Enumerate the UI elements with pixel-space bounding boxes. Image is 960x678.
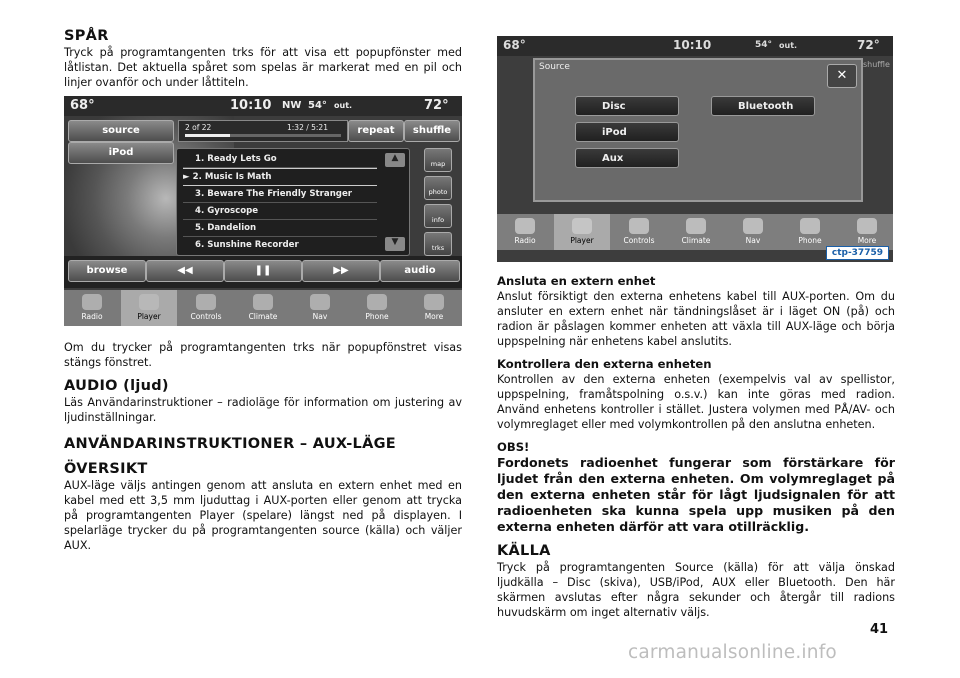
shuffle-button[interactable]: shuffle [404,120,460,142]
plus-icon [857,218,877,234]
source-screenshot [497,36,893,262]
photo-button[interactable]: photo [424,176,452,200]
controls-icon [196,294,216,310]
outside-temp: 54° [308,100,327,111]
track-item-current[interactable]: ► 2. Music Is Math [183,168,377,186]
overview-text: AUX-läge väljs antingen genom att ansluta en extern enhet med en kabel med ett 3,5 mm ljuduttag i AUX-porten eller genom att trycka på programtangenten Player (spelare) längst ned på displayen. I spelarläge trycker du på programtangenten source (källa) och väljer AUX. [64,479,462,552]
compass-icon [310,294,330,310]
nav-climate[interactable]: Climate [668,214,724,250]
nav-player[interactable]: Player [554,214,610,250]
connect-heading: Ansluta en extern enhet [497,274,656,288]
aux-button[interactable]: Aux [575,148,679,168]
source-popup [533,58,863,202]
bottom-nav [497,214,893,250]
obs-label: OBS! [497,440,530,454]
page-number: 41 [870,622,889,637]
compass: NW [282,100,302,111]
nav-nav[interactable]: Nav [725,214,781,250]
player-icon [572,218,592,234]
temp-left: 68° [503,38,526,52]
controls-icon [629,218,649,234]
track-count: 2 of 22 [185,123,212,132]
track-time: 1:32 / 5:21 [287,123,328,132]
temp-right: 72° [424,98,449,113]
phone-icon [367,294,387,310]
track-item[interactable]: 5. Dandelion [183,220,377,237]
bottom-nav [64,290,462,326]
disc-button[interactable]: Disc [575,96,679,116]
overview-heading: ÖVERSIKT [64,461,148,477]
status-bar [497,36,893,56]
player-screenshot [64,96,462,326]
obs-text: Fordonets radioenhet fungerar som förstärkare för ljudet från den externa enheten. Om volymreglaget på den externa enheten står för lågt ljudsignalen för att radioenheten ska kunna spela upp musiken på den externa enheten därför att vara otillräcklig. [497,455,895,534]
outside-temp: 54° [755,40,773,50]
nav-controls[interactable]: Controls [611,214,667,250]
scroll-up-icon[interactable]: ▲ [385,153,405,167]
right-column [497,274,895,620]
watermark: carmanualsonline.info [628,642,837,663]
radio-icon [515,218,535,234]
close-icon[interactable]: ✕ [827,64,857,88]
track-list [176,148,410,256]
nav-player[interactable]: Player [121,290,177,326]
temp-left: 68° [70,98,95,113]
nav-phone[interactable]: Phone [782,214,838,250]
spar-text: Tryck på programtangenten trks för att visa ett popupfönster med låtlistan. Det aktuella spåret som spelas är markerat med en pil och linjer ovanför och under låttiteln. [64,46,462,89]
browse-button[interactable]: browse [68,260,146,282]
nav-nav[interactable]: Nav [292,290,348,326]
temp-right: 72° [857,38,880,52]
image-code: ctp-37759 [826,246,889,260]
repeat-button[interactable]: repeat [348,120,404,142]
nav-phone[interactable]: Phone [349,290,405,326]
track-item[interactable]: 1. Ready Lets Go [183,151,377,168]
ipod-button[interactable]: iPod [68,142,174,164]
spar-heading: SPÅR [64,28,109,44]
progress-bar [185,134,341,137]
track-progress [178,120,348,142]
climate-icon [253,294,273,310]
next-icon[interactable]: ▶▶ [302,260,380,282]
map-button[interactable]: map [424,148,452,172]
side-shuffle-label: shuffle [863,60,890,69]
nav-more[interactable]: More [406,290,462,326]
play-arrow-icon: ► [183,172,190,182]
left-column-lower [64,340,462,553]
outside-label: out. [334,101,353,110]
player-icon [139,294,159,310]
radio-icon [82,294,102,310]
track-item[interactable]: 3. Beware The Friendly Stranger [183,186,377,203]
control-heading: Kontrollera den externa enheten [497,357,712,371]
info-button[interactable]: info [424,204,452,228]
climate-icon [686,218,706,234]
source-button[interactable]: source [68,120,174,142]
transport-bar [64,256,462,288]
progress-fill [185,134,230,137]
nav-climate[interactable]: Climate [235,290,291,326]
nav-controls[interactable]: Controls [178,290,234,326]
left-column [64,28,462,90]
phone-icon [800,218,820,234]
status-bar [64,96,462,116]
clock: 10:10 [673,38,712,52]
clock: 10:10 [230,98,272,113]
pause-icon[interactable]: ❚❚ [224,260,302,282]
source-heading: KÄLLA [497,543,551,559]
popup-title: Source [539,62,570,72]
ipod-button[interactable]: iPod [575,122,679,142]
control-text: Kontrollen av den externa enheten (exempelvis val av spellistor, uppspelning, framåtspolning o.s.v.) kan inte göras med radion. Använd enhetens kontroller i stället. Justera volymen med PÅ/AV- och volymreglaget eller med volymkontrollen på den anslutna enheten. [497,373,895,431]
after-image-text: Om du trycker på programtangenten trks när popupfönstret visas stängs fönstret. [64,341,462,369]
nav-more[interactable]: More [839,214,893,250]
audio-text: Läs Användarinstruktioner – radioläge för information om justering av ljudinställningar. [64,396,462,424]
track-item[interactable]: 6. Sunshine Recorder [195,240,299,250]
scroll-down-icon[interactable]: ▼ [385,237,405,251]
compass-icon [743,218,763,234]
aux-heading: ANVÄNDARINSTRUKTIONER – AUX-LÄGE [64,436,397,452]
nav-radio[interactable]: Radio [497,214,553,250]
audio-button[interactable]: audio [380,260,460,282]
nav-radio[interactable]: Radio [64,290,120,326]
source-text: Tryck på programtangenten Source (källa) för att välja önskad ljudkälla – Disc (skiva), USB/iPod, AUX eller Bluetooth. Den här skärmen avslutas efter några sekunder och återgår till radions huvudskärm om inget alternativ väljs. [497,561,895,619]
trks-button[interactable]: trks [424,232,452,256]
plus-icon [424,294,444,310]
audio-heading: AUDIO (ljud) [64,378,169,394]
previous-icon[interactable]: ◀◀ [146,260,224,282]
connect-text: Anslut försiktigt den externa enhetens kabel till AUX-porten. Om du ansluter en extern enhet när tändningslåset är i läget ON (på) och radion är påslagen kommer enheten att växla till AUX-läge och börja uppspelning när enhetens kabel anslutits. [497,290,895,348]
bluetooth-button[interactable]: Bluetooth [711,96,815,116]
outside-label: out. [779,41,798,50]
track-item[interactable]: 4. Gyroscope [183,203,377,220]
